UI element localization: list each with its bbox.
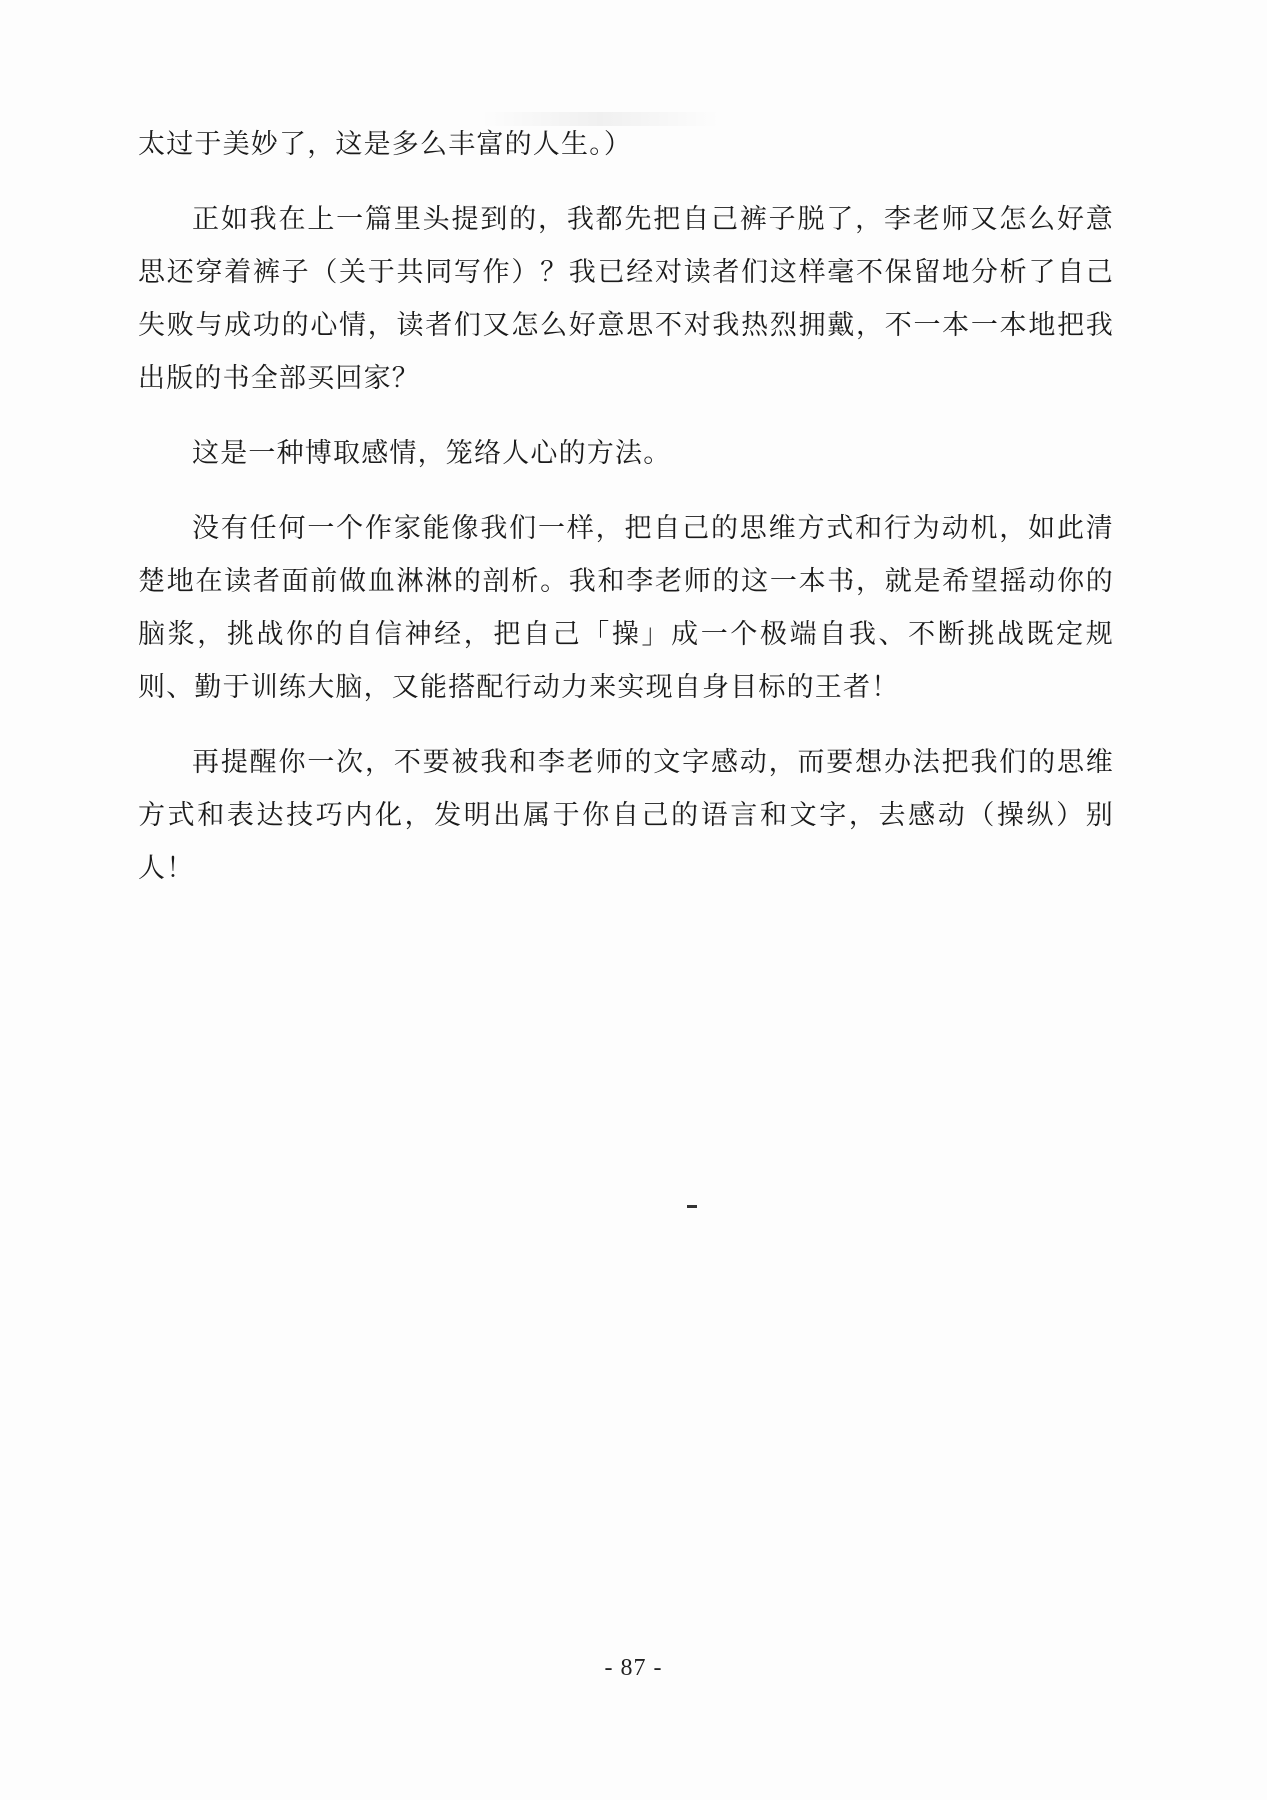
paragraph-3: 这是一种博取感情，笼络人心的方法。 [192, 438, 672, 469]
paragraph-4: 没有任何一个作家能像我们一样，把自己的思维方式和行为动机，如此清楚地在读者面前做血淋淋的剖析。我和李老师的这一本书，就是希望摇动你的脑浆，挑战你的自信神经，把自己「操」成一个极端自我、不断挑战既定规则、勤于训练大脑，又能搭配行动力来实现自身目标的王者！ [138, 513, 1114, 703]
paragraph-1: 太过于美妙了，这是多么丰富的人生。） [138, 129, 633, 160]
paragraph-5: 再提醒你一次，不要被我和李老师的文字感动，而要想办法把我们的思维方式和表达技巧内化，发明出属于你自己的语言和文字，去感动（操纵）别人！ [138, 747, 1114, 884]
scan-mark [687, 1205, 697, 1208]
paragraph-2: 正如我在上一篇里头提到的，我都先把自己裤子脱了，李老师又怎么好意思还穿着裤子（关于共同写作）？我已经对读者们这样毫不保留地分析了自己失败与成功的心情，读者们又怎么好意思不对我热烈拥戴，不一本一本地把我出版的书全部买回家？ [138, 204, 1114, 394]
body-text [138, 118, 1114, 917]
page-number: - 87 - [604, 1655, 663, 1681]
